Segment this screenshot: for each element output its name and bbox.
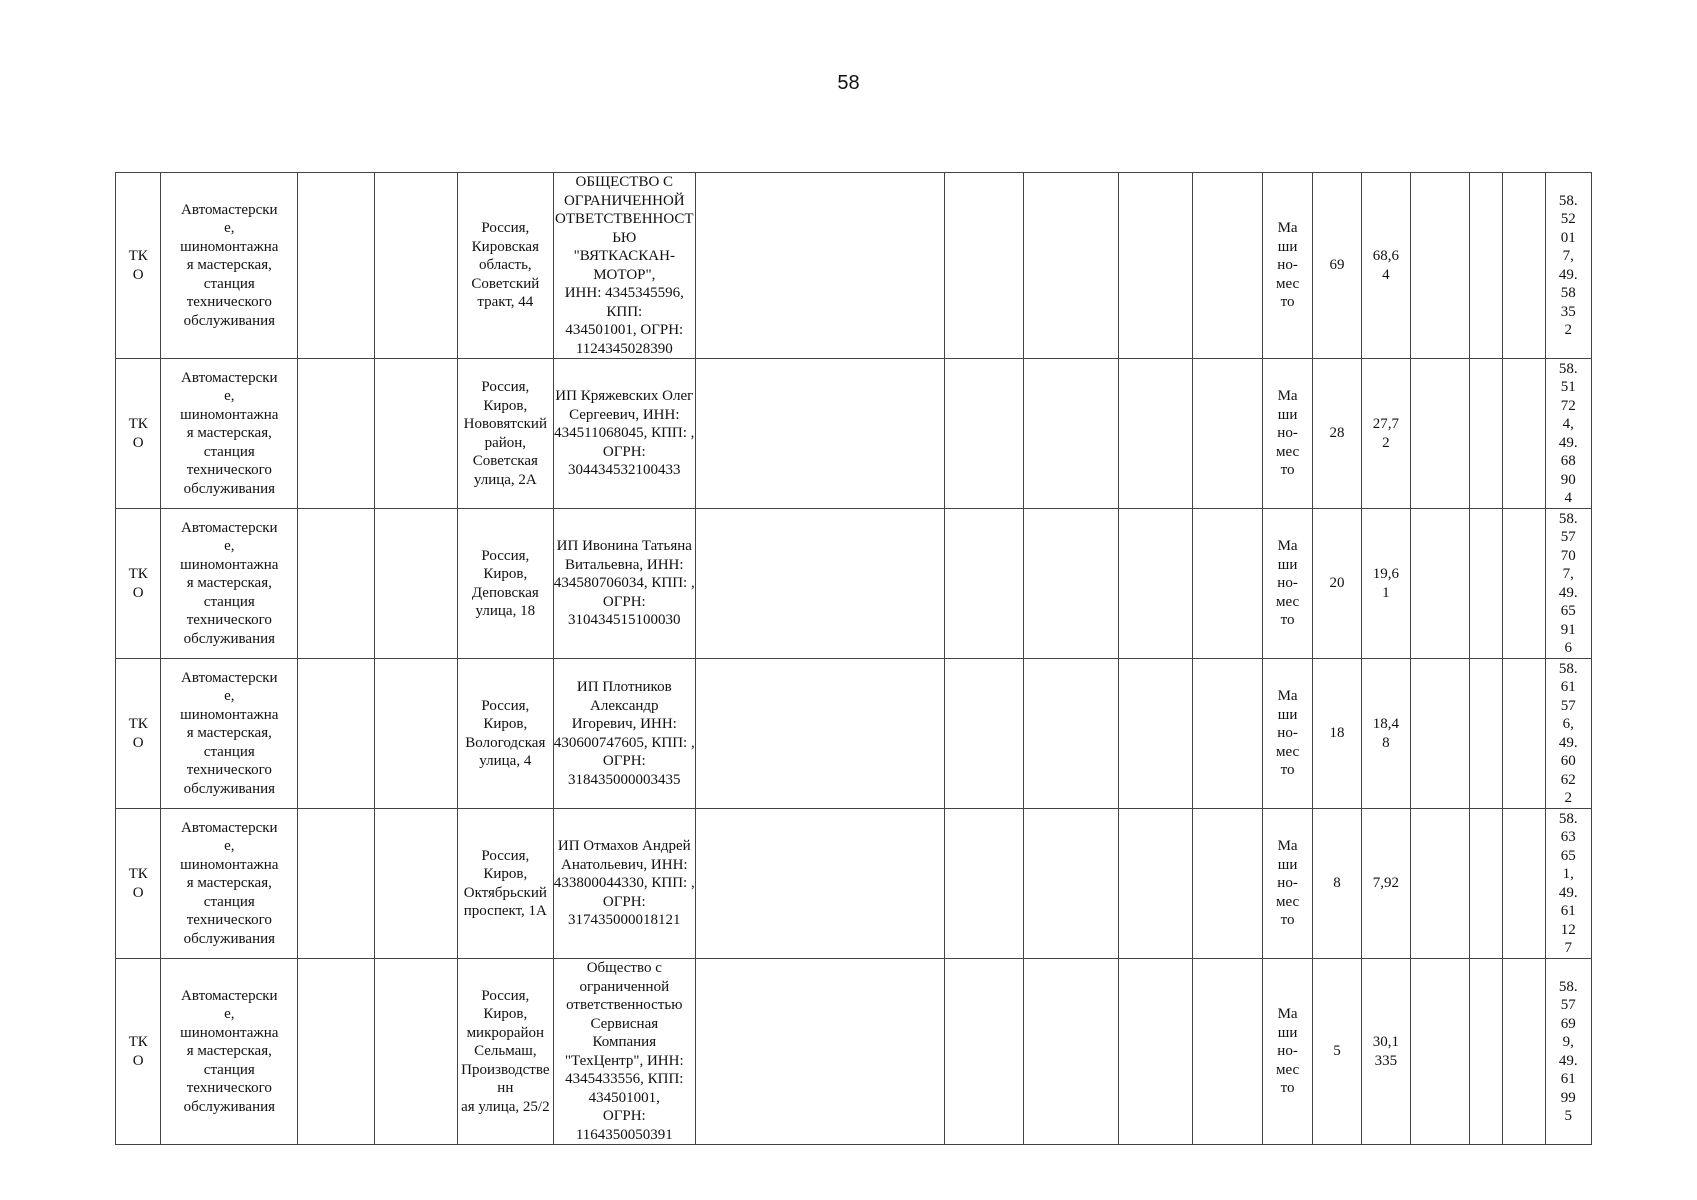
empty-cell [1024, 359, 1119, 509]
table-row [116, 959, 1592, 1145]
empty-cell [1470, 659, 1503, 809]
empty-cell [945, 959, 1024, 1145]
empty-cell [374, 173, 457, 359]
registry-table [115, 172, 1592, 1145]
empty-cell [1410, 173, 1470, 359]
empty-cell [945, 509, 1024, 659]
waste-type-cell: ТК О [116, 659, 161, 809]
quantity-cell: 18 [1312, 659, 1361, 809]
waste-type-cell: ТК О [116, 959, 161, 1145]
table-row [116, 173, 1592, 359]
coordinates-cell: 58. 63 65 1, 49. 61 12 7 [1545, 809, 1591, 959]
quantity-cell: 69 [1312, 173, 1361, 359]
empty-cell [1503, 359, 1545, 509]
empty-cell [1470, 173, 1503, 359]
empty-cell [695, 809, 944, 959]
empty-cell [1119, 173, 1193, 359]
address-cell: Россия, Киров, Нововятский район, Советская улица, 2А [457, 359, 553, 509]
waste-type-cell: ТК О [116, 509, 161, 659]
empty-cell [945, 809, 1024, 959]
category-cell: Автомастерски е, шиномонтажна я мастерская, станция технического обслуживания [161, 809, 298, 959]
table-row [116, 359, 1592, 509]
category-cell: Автомастерски е, шиномонтажна я мастерская, станция технического обслуживания [161, 659, 298, 809]
owner-cell: ИП Отмахов Андрей Анатольевич, ИНН: 433800044330, КПП: , ОГРН: 317435000018121 [553, 809, 695, 959]
coordinates-cell: 58. 52 01 7, 49. 58 35 2 [1545, 173, 1591, 359]
owner-cell: ИП Кряжевских Олег Сергеевич, ИНН: 434511068045, КПП: , ОГРН: 304434532100433 [553, 359, 695, 509]
empty-cell [695, 959, 944, 1145]
empty-cell [374, 959, 457, 1145]
norm-cell: 7,92 [1362, 809, 1410, 959]
empty-cell [1503, 959, 1545, 1145]
empty-cell [695, 659, 944, 809]
empty-cell [374, 659, 457, 809]
empty-cell [298, 959, 374, 1145]
empty-cell [1503, 509, 1545, 659]
quantity-cell: 28 [1312, 359, 1361, 509]
empty-cell [1410, 659, 1470, 809]
waste-type-cell: ТК О [116, 809, 161, 959]
empty-cell [1024, 659, 1119, 809]
category-cell: Автомастерски е, шиномонтажна я мастерская, станция технического обслуживания [161, 959, 298, 1145]
address-cell: Россия, Киров, Октябрьский проспект, 1А [457, 809, 553, 959]
empty-cell [1193, 809, 1263, 959]
table-row [116, 659, 1592, 809]
quantity-cell: 20 [1312, 509, 1361, 659]
norm-cell: 27,7 2 [1362, 359, 1410, 509]
unit-cell: Ма ши но- мес то [1263, 809, 1312, 959]
empty-cell [1193, 509, 1263, 659]
empty-cell [1119, 359, 1193, 509]
empty-cell [1119, 509, 1193, 659]
norm-cell: 68,6 4 [1362, 173, 1410, 359]
unit-cell: Ма ши но- мес то [1263, 173, 1312, 359]
address-cell: Россия, Киров, Деповская улица, 18 [457, 509, 553, 659]
empty-cell [945, 359, 1024, 509]
empty-cell [1410, 959, 1470, 1145]
empty-cell [1119, 659, 1193, 809]
empty-cell [1470, 959, 1503, 1145]
empty-cell [1193, 173, 1263, 359]
category-cell: Автомастерски е, шиномонтажна я мастерская, станция технического обслуживания [161, 173, 298, 359]
coordinates-cell: 58. 51 72 4, 49. 68 90 4 [1545, 359, 1591, 509]
empty-cell [1193, 359, 1263, 509]
unit-cell: Ма ши но- мес то [1263, 959, 1312, 1145]
empty-cell [1410, 359, 1470, 509]
norm-cell: 30,1 335 [1362, 959, 1410, 1145]
empty-cell [695, 509, 944, 659]
empty-cell [374, 809, 457, 959]
unit-cell: Ма ши но- мес то [1263, 659, 1312, 809]
empty-cell [1503, 173, 1545, 359]
owner-cell: ОБЩЕСТВО С ОГРАНИЧЕННОЙ ОТВЕТСТВЕННОСТЬЮ "ВЯТКАСКАН-МОТОР", ИНН: 4345345596, КПП: 434501001, ОГРН: 1124345028390 [555, 174, 694, 357]
quantity-cell: 5 [1312, 959, 1361, 1145]
address-cell: Россия, Кировская область, Советский тракт, 44 [457, 173, 553, 359]
page-number: 58 [837, 72, 860, 94]
empty-cell [695, 359, 944, 509]
empty-cell [945, 173, 1024, 359]
empty-cell [1119, 959, 1193, 1145]
empty-cell [374, 509, 457, 659]
waste-type-cell: ТК О [116, 359, 161, 509]
empty-cell [298, 809, 374, 959]
empty-cell [374, 359, 457, 509]
owner-cell: Общество с ограниченной ответственностью Сервисная Компания "ТехЦентр", ИНН: 4345433556, КПП: 434501001, ОГРН: 1164350050391 [553, 959, 695, 1145]
empty-cell [298, 509, 374, 659]
table-row [116, 809, 1592, 959]
quantity-cell: 8 [1312, 809, 1361, 959]
address-cell: Россия, Киров, Вологодская улица, 4 [457, 659, 553, 809]
address-cell: Россия, Киров, микрорайон Сельмаш, Производственн ая улица, 25/2 [457, 959, 553, 1145]
norm-cell: 18,4 8 [1362, 659, 1410, 809]
unit-cell: Ма ши но- мес то [1263, 509, 1312, 659]
empty-cell [695, 173, 944, 359]
empty-cell [298, 659, 374, 809]
empty-cell [1024, 509, 1119, 659]
category-cell: Автомастерски е, шиномонтажна я мастерская, станция технического обслуживания [161, 359, 298, 509]
unit-cell: Ма ши но- мес то [1263, 359, 1312, 509]
category-cell: Автомастерски е, шиномонтажна я мастерская, станция технического обслуживания [161, 509, 298, 659]
empty-cell [1024, 173, 1119, 359]
empty-cell [1024, 809, 1119, 959]
waste-type-cell: ТК О [116, 173, 161, 359]
empty-cell [1470, 359, 1503, 509]
empty-cell [298, 359, 374, 509]
empty-cell [1119, 809, 1193, 959]
empty-cell [1193, 959, 1263, 1145]
empty-cell [1410, 509, 1470, 659]
owner-cell: ИП Ивонина Татьяна Витальевна, ИНН: 434580706034, КПП: , ОГРН: 310434515100030 [553, 509, 695, 659]
owner-cell: ИП Плотников Александр Игоревич, ИНН: 430600747605, КПП: , ОГРН: 318435000003435 [553, 659, 695, 809]
empty-cell [1503, 659, 1545, 809]
empty-cell [1410, 809, 1470, 959]
empty-cell [945, 659, 1024, 809]
empty-cell [1470, 809, 1503, 959]
empty-cell [1193, 659, 1263, 809]
empty-cell [1024, 959, 1119, 1145]
coordinates-cell: 58. 61 57 6, 49. 60 62 2 [1545, 659, 1591, 809]
empty-cell [298, 173, 374, 359]
table-row [116, 509, 1592, 659]
norm-cell: 19,6 1 [1362, 509, 1410, 659]
empty-cell [1470, 509, 1503, 659]
coordinates-cell: 58. 57 69 9, 49. 61 99 5 [1545, 959, 1591, 1145]
coordinates-cell: 58. 57 70 7, 49. 65 91 6 [1545, 509, 1591, 659]
empty-cell [1503, 809, 1545, 959]
